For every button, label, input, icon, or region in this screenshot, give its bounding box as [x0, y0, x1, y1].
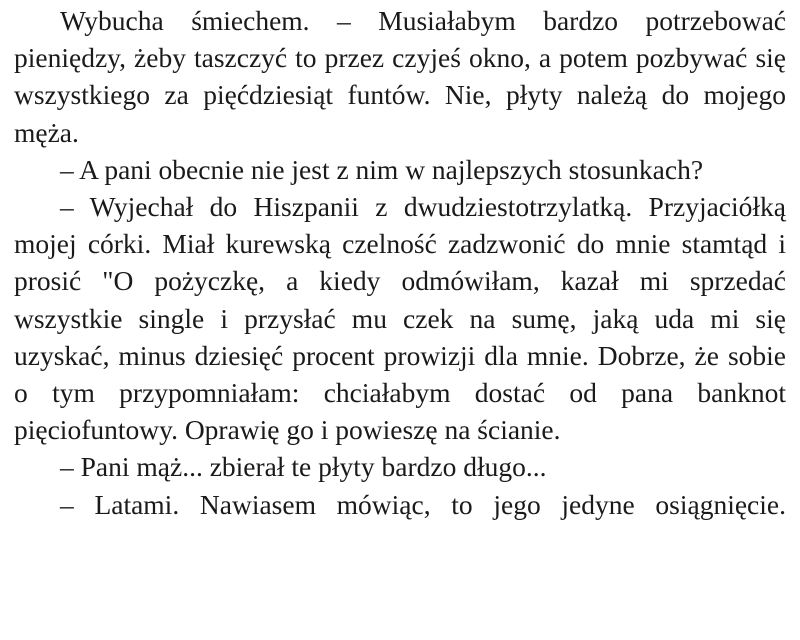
paragraph-4: – Pani mąż... zbierał te płyty bardzo długo... [60, 451, 547, 483]
paragraph-5: – Latami. Nawiasem mówiąc, to jego jedyne osiągnięcie. [60, 488, 786, 520]
document-page [14, 2, 786, 523]
paragraph-3: – Wyjechał do Hiszpanii z dwudziestotrzylatką. Przyjaciółką mojej córki. Miał kurewską czelność zadzwonić do mnie stamtąd i prosić "O pożyczkę, a kiedy odmówiłam, kazał mi sprzedać wszystkie single i przysłać mu czek na sumę, jaką uda mi się uzyskać, minus dziesięć procent prowizji dla mnie. Dobrze, że sobie o tym przypomniałam: chciałabym dostać od pana banknot pięciofuntowy. Oprawię go i powieszę na ścianie. [14, 191, 786, 446]
paragraph-1: Wybucha śmiechem. – Musiałabym bardzo potrzebować pieniędzy, żeby taszczyć to przez czyjeś okno, a potem pozbywać się wszystkiego za pięćdziesiąt funtów. Nie, płyty należą do mojego męża. [14, 5, 786, 148]
paragraph-2: – A pani obecnie nie jest z nim w najlepszych stosunkach? [60, 153, 704, 185]
